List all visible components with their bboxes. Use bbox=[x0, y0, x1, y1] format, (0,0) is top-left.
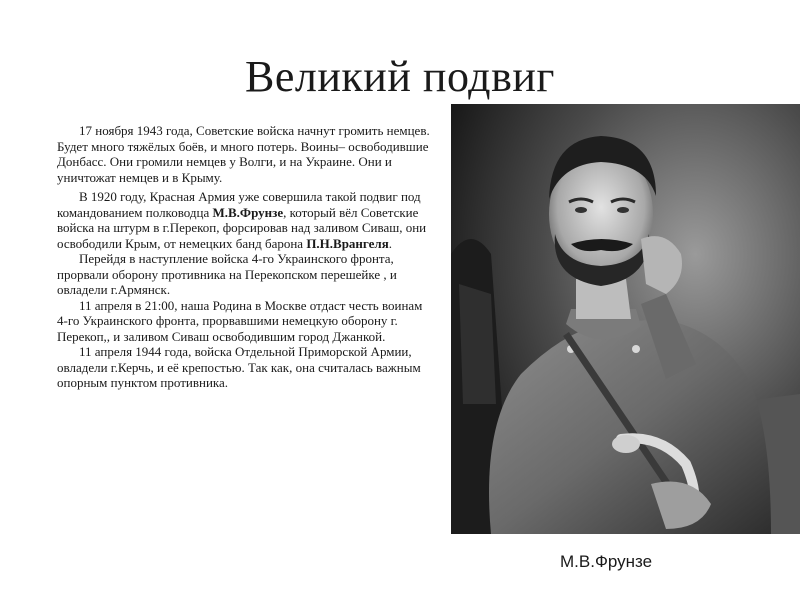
paragraph-2-text-c: . bbox=[388, 235, 393, 251]
paragraph-5: 11 апреля 1944 года, войска Отдельной Приморской Армии, овладели г.Керчь, и её крепостью. Так как, она считалась важным опорным пунктом противника. bbox=[57, 344, 421, 390]
photo-caption: М.В.Фрунзе bbox=[560, 552, 653, 571]
portrait-photo bbox=[451, 104, 800, 534]
paragraph-2-text-b: , который вёл Советские войска на штурм в г.Перекоп, форсировав над заливом Сиваш, они освободили Крым, от немецких банд барона bbox=[57, 204, 427, 251]
paragraph-3: Перейдя в наступление войска 4-го Украинского фронта, прорвали оборону противника на Перекопском перешейке , и овладели г.Армянск. bbox=[57, 251, 397, 297]
body-text bbox=[57, 123, 432, 391]
baron-name-wrangel: П.Н.Врангеля bbox=[306, 235, 389, 251]
paragraph-1: 17 ноября 1943 года, Советские войска начнут громить немцев. Будет много тяжёлых боёв, и много потерь. Воины– освободившие Донбасс. Они громили немцев у Волги, и на Украине. Они и уничтожат немцев и в Крыму. bbox=[57, 123, 430, 185]
slide-title: Великий подвиг bbox=[245, 52, 555, 102]
commander-name-frunze: М.В.Фрунзе bbox=[212, 204, 284, 220]
paragraph-4: 11 апреля в 21:00, наша Родина в Москве отдаст честь воинам 4-го Украинского фронта, прорвавшими немецкую оборону г. Перекоп,, и заливом Сиваш освободившим город Джанкой. bbox=[57, 297, 423, 344]
paragraph-2 bbox=[57, 189, 432, 251]
portrait-illustration bbox=[451, 104, 800, 534]
paragraph-2-text-a: В 1920 году, Красная Армия уже совершила такой подвиг под командованием полководца bbox=[57, 189, 421, 220]
